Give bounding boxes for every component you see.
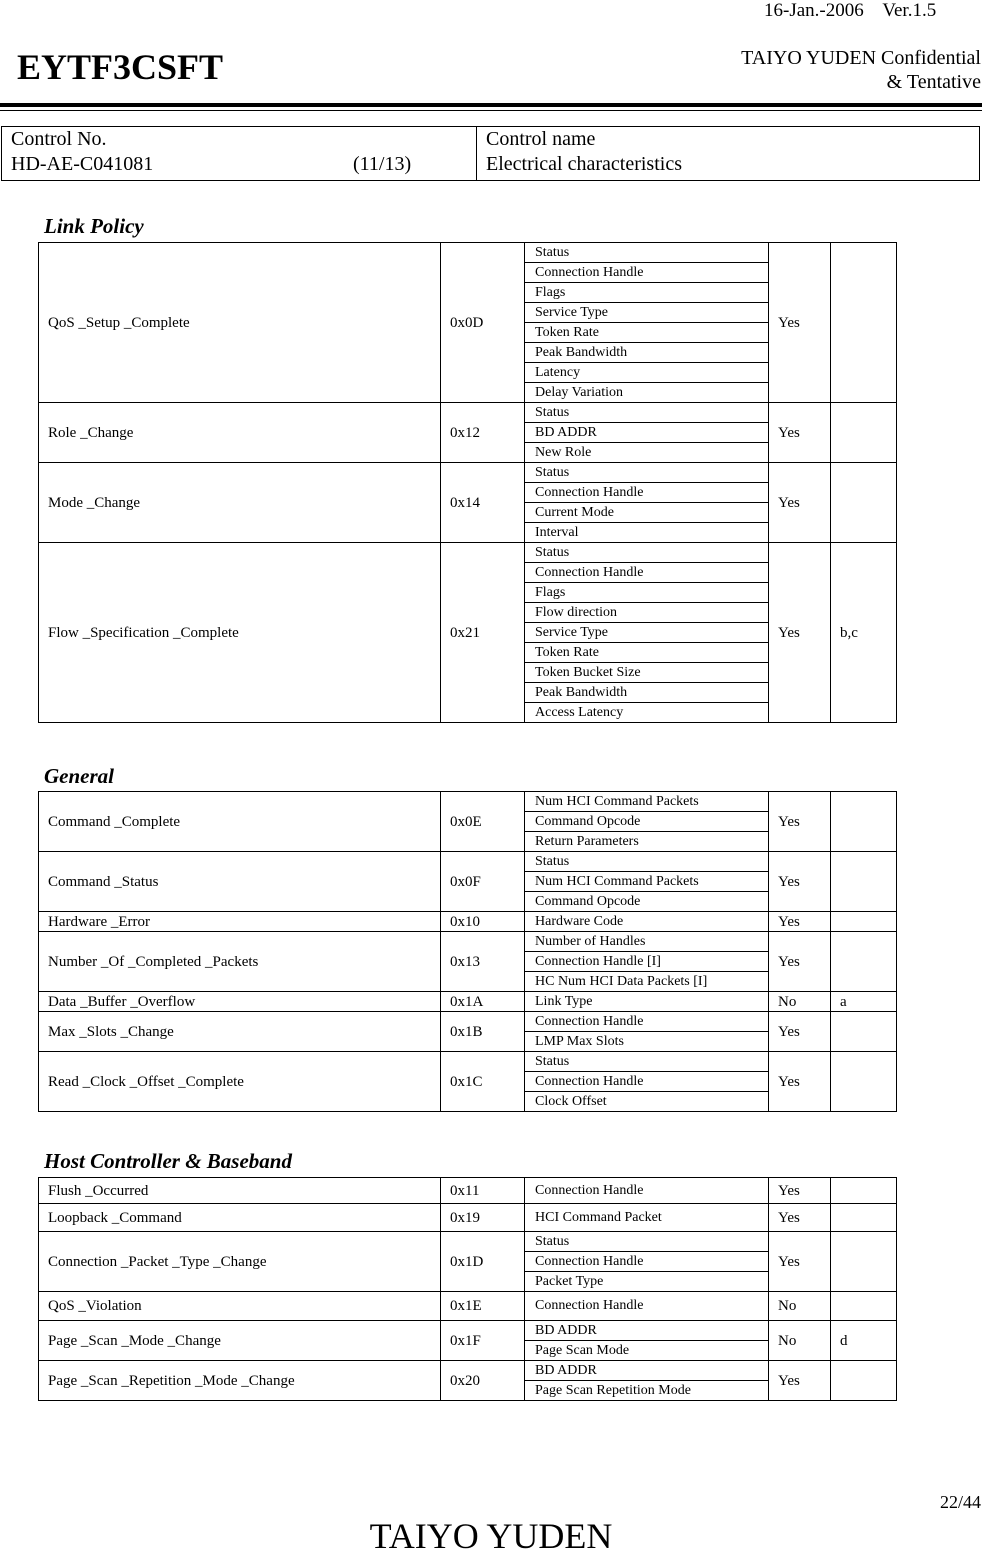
table-row	[39, 1292, 897, 1321]
event-code: 0x1E	[441, 1292, 525, 1321]
event-parameter: Interval	[525, 523, 769, 543]
support-status: No	[769, 1292, 831, 1321]
event-parameter: Command Opcode	[525, 812, 769, 832]
section-title: General	[44, 764, 114, 788]
event-name: Read _Clock _Offset _Complete	[39, 1052, 441, 1112]
event-table	[38, 1177, 897, 1401]
event-code: 0x14	[441, 463, 525, 543]
table-row	[39, 852, 897, 872]
note	[831, 912, 897, 932]
event-parameter: HC Num HCI Data Packets [I]	[525, 972, 769, 992]
support-status: Yes	[769, 932, 831, 992]
event-parameter: Status	[525, 463, 769, 483]
event-code: 0x1A	[441, 992, 525, 1012]
event-parameter: Token Rate	[525, 643, 769, 663]
event-parameter: Connection Handle	[525, 1072, 769, 1092]
event-code: 0x19	[441, 1204, 525, 1232]
header-rule	[0, 103, 982, 107]
support-status: Yes	[769, 463, 831, 543]
support-status: Yes	[769, 1012, 831, 1052]
event-parameter: Page Scan Mode	[525, 1341, 769, 1361]
control-name-value: Electrical characteristics	[486, 153, 682, 175]
support-status: Yes	[769, 543, 831, 723]
note	[831, 792, 897, 852]
confidential-line-2: & Tentative	[886, 71, 981, 93]
support-status: No	[769, 992, 831, 1012]
event-parameter: Connection Handle [I]	[525, 952, 769, 972]
note	[831, 1292, 897, 1321]
control-no-label: Control No.	[11, 128, 107, 150]
event-parameter: Num HCI Command Packets	[525, 792, 769, 812]
table-row	[39, 912, 897, 932]
confidential-notice	[741, 46, 981, 94]
event-parameter: Page Scan Repetition Mode	[525, 1381, 769, 1401]
support-status: Yes	[769, 1052, 831, 1112]
support-status: Yes	[769, 243, 831, 403]
table-row	[39, 1178, 897, 1204]
event-parameter: Status	[525, 1232, 769, 1252]
support-status: Yes	[769, 403, 831, 463]
event-parameter: Connection Handle	[525, 263, 769, 283]
event-parameter: Flags	[525, 583, 769, 603]
event-table	[38, 791, 897, 1112]
note	[831, 852, 897, 912]
event-parameter: HCI Command Packet	[525, 1204, 769, 1232]
event-parameter: Connection Handle	[525, 563, 769, 583]
event-parameter: Connection Handle	[525, 1292, 769, 1321]
event-parameter: New Role	[525, 443, 769, 463]
table-row	[39, 1052, 897, 1072]
event-table	[38, 242, 897, 723]
note	[831, 932, 897, 992]
note	[831, 1012, 897, 1052]
event-name: Role _Change	[39, 403, 441, 463]
header-rule-thin	[0, 110, 982, 111]
event-parameter: Hardware Code	[525, 912, 769, 932]
event-code: 0x1F	[441, 1321, 525, 1361]
note: a	[831, 992, 897, 1012]
control-no-value: HD-AE-C041081	[11, 153, 154, 175]
event-parameter: Command Opcode	[525, 892, 769, 912]
event-parameter: Token Bucket Size	[525, 663, 769, 683]
support-status: Yes	[769, 852, 831, 912]
event-parameter: Flags	[525, 283, 769, 303]
support-status: Yes	[769, 792, 831, 852]
event-code: 0x1B	[441, 1012, 525, 1052]
note	[831, 1204, 897, 1232]
event-code: 0x10	[441, 912, 525, 932]
event-parameter: Delay Variation	[525, 383, 769, 403]
event-parameter: Connection Handle	[525, 483, 769, 503]
note: d	[831, 1321, 897, 1361]
event-parameter: Peak Bandwidth	[525, 343, 769, 363]
event-name: Max _Slots _Change	[39, 1012, 441, 1052]
event-name: Command _Status	[39, 852, 441, 912]
event-code: 0x20	[441, 1361, 525, 1401]
event-name: Number _Of _Completed _Packets	[39, 932, 441, 992]
event-parameter: Status	[525, 243, 769, 263]
event-name: Page _Scan _Repetition _Mode _Change	[39, 1361, 441, 1401]
event-parameter: Return Parameters	[525, 832, 769, 852]
event-name: Flush _Occurred	[39, 1178, 441, 1204]
event-code: 0x0D	[441, 243, 525, 403]
table-row	[39, 932, 897, 952]
section-title: Link Policy	[44, 214, 144, 238]
table-row	[39, 403, 897, 423]
event-parameter: Packet Type	[525, 1272, 769, 1292]
note	[831, 463, 897, 543]
confidential-line-1: TAIYO YUDEN Confidential	[741, 47, 981, 69]
event-code: 0x1D	[441, 1232, 525, 1292]
event-name: Loopback _Command	[39, 1204, 441, 1232]
table-row	[39, 1361, 897, 1381]
event-parameter: Status	[525, 852, 769, 872]
event-parameter: Connection Handle	[525, 1178, 769, 1204]
event-parameter: Clock Offset	[525, 1092, 769, 1112]
event-parameter: BD ADDR	[525, 1361, 769, 1381]
table-row	[39, 1321, 897, 1341]
event-name: Command _Complete	[39, 792, 441, 852]
table-row	[39, 1204, 897, 1232]
event-name: Flow _Specification _Complete	[39, 543, 441, 723]
event-parameter: Token Rate	[525, 323, 769, 343]
event-parameter: Connection Handle	[525, 1252, 769, 1272]
event-name: QoS _Violation	[39, 1292, 441, 1321]
event-name: QoS _Setup _Complete	[39, 243, 441, 403]
table-row	[39, 543, 897, 563]
note	[831, 1232, 897, 1292]
event-parameter: BD ADDR	[525, 1321, 769, 1341]
table-row	[39, 463, 897, 483]
event-parameter: Access Latency	[525, 703, 769, 723]
event-parameter: Status	[525, 543, 769, 563]
table-row	[39, 1232, 897, 1252]
table-row	[39, 1012, 897, 1032]
event-parameter: LMP Max Slots	[525, 1032, 769, 1052]
footer-company: TAIYO YUDEN	[369, 1516, 613, 1549]
event-code: 0x11	[441, 1178, 525, 1204]
table-row	[39, 243, 897, 263]
note	[831, 243, 897, 403]
support-status: No	[769, 1321, 831, 1361]
event-name: Page _Scan _Mode _Change	[39, 1321, 441, 1361]
event-code: 0x12	[441, 403, 525, 463]
event-name: Hardware _Error	[39, 912, 441, 932]
event-name: Mode _Change	[39, 463, 441, 543]
support-status: Yes	[769, 1361, 831, 1401]
event-name: Connection _Packet _Type _Change	[39, 1232, 441, 1292]
note	[831, 1178, 897, 1204]
control-number-cell	[2, 127, 477, 180]
page-ref: (11/13)	[353, 153, 412, 175]
event-parameter: Service Type	[525, 623, 769, 643]
support-status: Yes	[769, 912, 831, 932]
event-parameter: BD ADDR	[525, 423, 769, 443]
event-code: 0x0F	[441, 852, 525, 912]
support-status: Yes	[769, 1232, 831, 1292]
event-name: Data _Buffer _Overflow	[39, 992, 441, 1012]
event-parameter: Current Mode	[525, 503, 769, 523]
table-row	[39, 992, 897, 1012]
event-parameter: Link Type	[525, 992, 769, 1012]
control-box	[1, 126, 980, 181]
event-code: 0x21	[441, 543, 525, 723]
event-parameter: Peak Bandwidth	[525, 683, 769, 703]
event-parameter: Number of Handles	[525, 932, 769, 952]
event-parameter: Status	[525, 403, 769, 423]
event-code: 0x0E	[441, 792, 525, 852]
table-row	[39, 792, 897, 812]
support-status: Yes	[769, 1204, 831, 1232]
event-parameter: Service Type	[525, 303, 769, 323]
event-code: 0x13	[441, 932, 525, 992]
note	[831, 403, 897, 463]
event-parameter: Latency	[525, 363, 769, 383]
support-status: Yes	[769, 1178, 831, 1204]
event-parameter: Flow direction	[525, 603, 769, 623]
section-title: Host Controller & Baseband	[44, 1149, 292, 1173]
note	[831, 1052, 897, 1112]
model-title: EYTF3CSFT	[17, 47, 224, 87]
note: b,c	[831, 543, 897, 723]
event-code: 0x1C	[441, 1052, 525, 1112]
event-parameter: Connection Handle	[525, 1012, 769, 1032]
date-version: 16-Jan.-2006 Ver.1.5	[764, 0, 937, 21]
event-parameter: Num HCI Command Packets	[525, 872, 769, 892]
page-number: 22/44	[939, 1492, 981, 1512]
note	[831, 1361, 897, 1401]
event-parameter: Status	[525, 1052, 769, 1072]
control-name-label: Control name	[486, 128, 596, 150]
